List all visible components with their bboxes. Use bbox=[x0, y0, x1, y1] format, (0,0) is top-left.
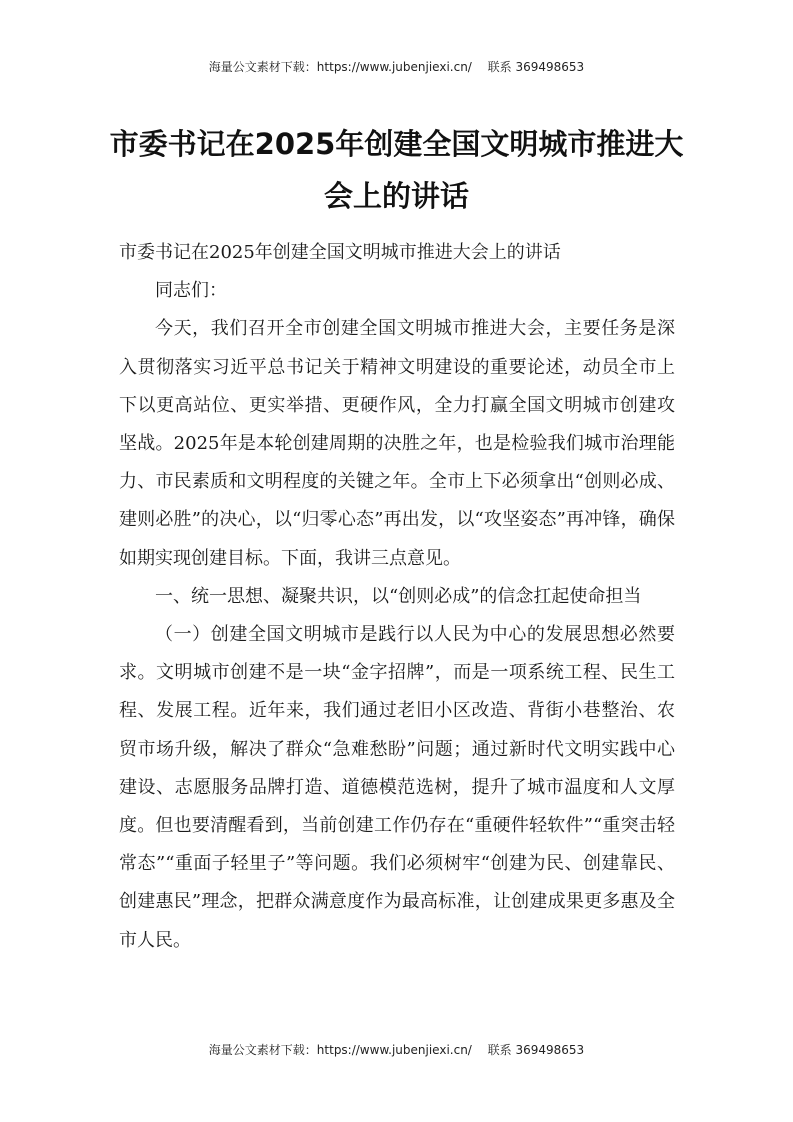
subtitle-line: 市委书记在2025年创建全国文明城市推进大会上的讲话 bbox=[119, 242, 561, 263]
page-header: 海量公文素材下载：https://www.jubenjiexi.cn/ 联系 369498653 bbox=[208, 60, 585, 74]
page-footer: 海量公文素材下载：https://www.jubenjiexi.cn/ 联系 369498653 bbox=[208, 1043, 585, 1057]
greeting: 同志们： bbox=[155, 280, 227, 302]
document-body bbox=[119, 234, 675, 960]
document-title: 市委书记在2025年创建全国文明城市推进大会上的讲话 bbox=[109, 127, 684, 213]
section-heading-1: 一、统一思想、凝聚共识，以“创则必成”的信念扛起使命担当 bbox=[155, 585, 642, 607]
paragraph-intro: 今天，我们召开全市创建全国文明城市推进大会，主要任务是深入贯彻落实习近平总书记关于精神文明建设的重要论述，动员全市上下以更高站位、更实举措、更硬作风，全力打赢全国文明城市创建攻坚战。2025年是本轮创建周期的决胜之年，也是检验我们城市治理能力、市民素质和文明程度的关键之年。全市上下必须拿出“创则必成、建则必胜”的决心，以“归零心态”再出发，以“攻坚姿态”再冲锋，确保如期实现创建目标。下面，我讲三点意见。 bbox=[119, 318, 675, 569]
paragraph-section-1-1: （一）创建全国文明城市是践行以人民为中心的发展思想必然要求。文明城市创建不是一块“金字招牌”，而是一项系统工程、民生工程、发展工程。近年来，我们通过老旧小区改造、背街小巷整治、农贸市场升级，解决了群众“急难愁盼”问题；通过新时代文明实践中心建设、志愿服务品牌打造、道德模范选树，提升了城市温度和人文厚度。但也要清醒看到，当前创建工作仍存在“重硬件轻软件”“重突击轻常态”“重面子轻里子”等问题。我们必须树牢“创建为民、创建靠民、创建惠民”理念，把群众满意度作为最高标准，让创建成果更多惠及全市人民。 bbox=[119, 624, 675, 951]
